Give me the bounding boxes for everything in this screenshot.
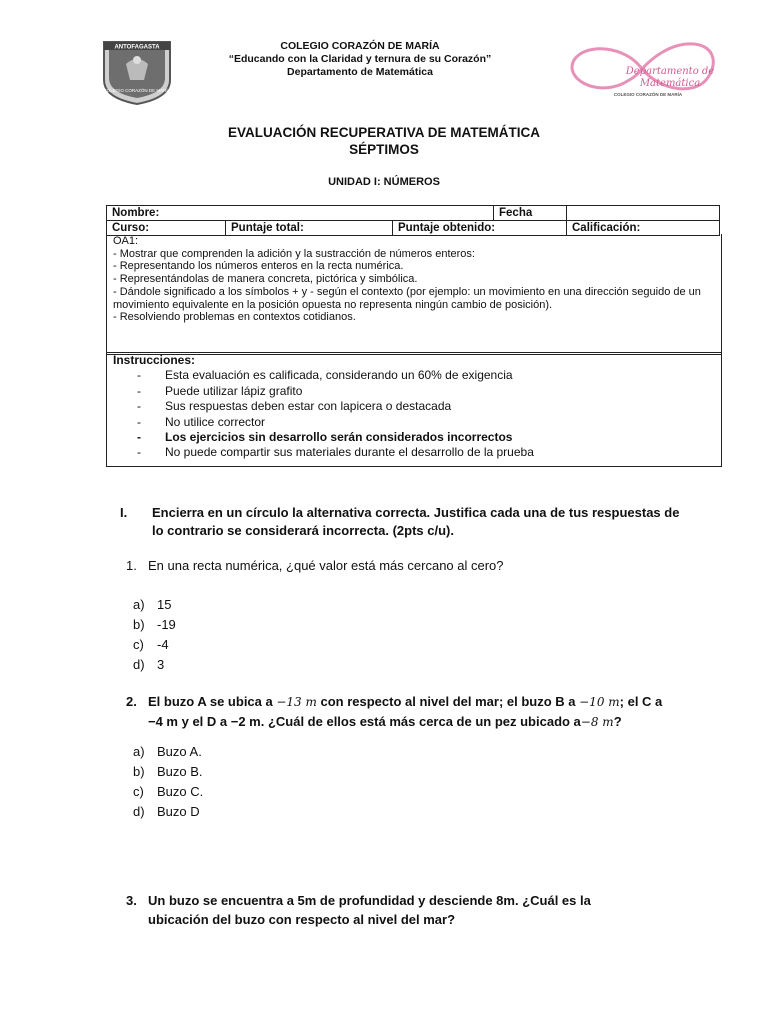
question-1-options — [133, 595, 176, 675]
question-number: 1. — [126, 558, 137, 573]
school-motto: “Educando con la Claridad y ternura de su Corazón” — [228, 53, 492, 65]
school-crest — [102, 40, 172, 106]
objective-item: - Mostrar que comprenden la adición y la sustracción de números enteros: — [113, 247, 475, 260]
crest-text: ANTOFAGASTA — [114, 44, 160, 51]
logo-line2: Matemática — [639, 78, 701, 89]
question-text: El buzo A se ubica a −13 m con respecto al nivel del mar; el buzo B a −10 m; el C a −4 m y el D a −2 m. ¿Cuál de ellos está más cerca de un pez ubicado a−8 m? — [148, 694, 663, 729]
question-2-options — [133, 742, 203, 822]
option-b[interactable]: b) Buzo B. — [133, 764, 203, 779]
instruction-item: - Esta evaluación es calificada, considerando un 60% de exigencia — [137, 368, 513, 383]
question-number: 3. — [126, 893, 137, 908]
fecha-field[interactable] — [567, 206, 720, 221]
school-header — [180, 40, 540, 79]
option-d[interactable]: d) 3 — [133, 657, 165, 672]
objective-item: - Representándolas de manera concreta, pictórica y simbólica. — [113, 273, 418, 286]
fecha-label: Fecha — [494, 206, 567, 221]
crest-motto: COLEGIO CORAZÓN DE MARÍA — [103, 88, 171, 93]
option-a[interactable]: a) Buzo A. — [133, 744, 202, 759]
question-text: Un buzo se encuentra a 5m de profundidad y desciende 8m. ¿Cuál es la ubicación del buzo con respecto al nivel del mar? — [148, 893, 591, 927]
instructions-heading: Instrucciones: — [113, 353, 196, 367]
school-name: COLEGIO CORAZÓN DE MARÍA — [280, 40, 440, 52]
objectives-heading: OA1: — [113, 235, 139, 247]
section-heading — [120, 504, 680, 540]
instructions-list — [113, 368, 715, 460]
student-info-table — [106, 205, 720, 236]
title-line1: EVALUACIÓN RECUPERATIVA DE MATEMÁTICA — [228, 125, 540, 140]
department-name: Departamento de Matemática — [287, 66, 433, 78]
section-text: Encierra en un círculo la alternativa correcta. Justifica cada una de tus respuestas de lo contrario se considerará incorrecta. (2pts c/u). — [152, 505, 680, 538]
department-logo — [566, 36, 718, 102]
option-b[interactable]: b) -19 — [133, 617, 176, 632]
title-line2: SÉPTIMOS — [349, 142, 419, 157]
option-a[interactable]: a) 15 — [133, 597, 172, 612]
option-c[interactable]: c) -4 — [133, 637, 169, 652]
option-c[interactable]: c) Buzo C. — [133, 784, 204, 799]
objective-item: - Dándole significado a los símbolos + y - según el contexto (por ejemplo: un movimiento en una dirección seguido de un movimiento equivalente en la posición opuesta no representa ningún cambio de posición). — [113, 285, 701, 311]
instruction-item: - Puede utilizar lápiz grafito — [137, 383, 303, 398]
puntaje-total-field[interactable]: Puntaje total: — [226, 221, 393, 236]
question-3 — [126, 891, 726, 929]
instruction-item: - No utilice corrector — [137, 414, 266, 429]
instructions-box — [106, 352, 722, 467]
question-text: En una recta numérica, ¿qué valor está más cercano al cero? — [148, 558, 504, 573]
instruction-item-bold: - Los ejercicios sin desarrollo serán considerados incorrectos — [137, 430, 513, 445]
objective-item: - Representando los números enteros en la recta numérica. — [113, 260, 404, 273]
calificacion-field[interactable]: Calificación: — [567, 221, 720, 236]
logo-line1: Departamento de — [625, 66, 715, 77]
section-number: I. — [120, 505, 128, 520]
objective-item: - Resolviendo problemas en contextos cotidianos. — [113, 311, 356, 324]
option-d[interactable]: d) Buzo D — [133, 804, 200, 819]
logo-caption: COLEGIO CORAZÓN DE MARÍA — [613, 92, 683, 97]
instruction-item: - No puede compartir sus materiales durante el desarrollo de la prueba — [137, 445, 534, 460]
question-2 — [126, 692, 726, 732]
nombre-field[interactable]: Nombre: — [107, 206, 494, 221]
objectives-box — [106, 234, 722, 355]
curso-field[interactable]: Curso: — [107, 221, 226, 236]
question-1 — [126, 556, 686, 575]
unit-title: UNIDAD I: NÚMEROS — [328, 176, 440, 188]
question-number: 2. — [126, 694, 137, 709]
puntaje-obtenido-field[interactable]: Puntaje obtenido: — [393, 221, 567, 236]
instruction-item: - Sus respuestas deben estar con lapicera o destacada — [137, 399, 452, 414]
exam-title — [100, 124, 668, 158]
